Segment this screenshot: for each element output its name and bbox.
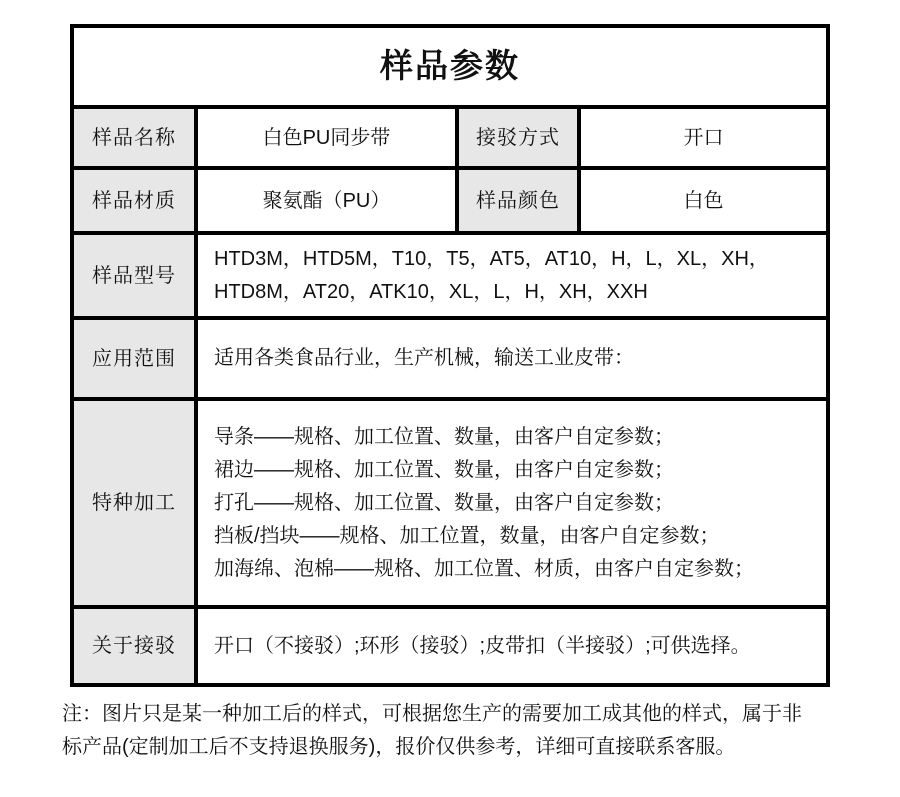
value-about-connection	[198, 609, 826, 683]
label-sample-material: 样品材质	[74, 170, 194, 231]
model-line: HTD8M，AT20，ATK10，XL，L，H，XH，XXH	[214, 280, 648, 303]
label-sample-color: 样品颜色	[459, 170, 577, 231]
application-line: 适用各类食品行业，生产机械，输送工业皮带：	[214, 347, 634, 369]
label-special-processing: 特种加工	[74, 401, 194, 605]
special-processing-line: 打孔——规格、加工位置、数量，由客户自定参数；	[214, 491, 674, 514]
label-sample-name: 样品名称	[74, 109, 194, 166]
special-processing-line: 裙边——规格、加工位置、数量，由客户自定参数；	[214, 458, 674, 481]
value-sample-model	[198, 235, 826, 316]
label-connection-method: 接驳方式	[459, 109, 577, 166]
model-line: HTD3M，HTD5M，T10，T5，AT5，AT10，H，L，XL，XH，	[214, 247, 769, 270]
sample-parameters-table	[70, 24, 830, 687]
label-application-range: 应用范围	[74, 320, 194, 397]
about-connection-line: 开口（不接驳）;环形（接驳）;皮带扣（半接驳）;可供选择。	[214, 634, 751, 657]
value-special-processing	[198, 401, 826, 605]
label-sample-model: 样品型号	[74, 235, 194, 316]
special-processing-line: 加海绵、泡棉——规格、加工位置、材质，由客户自定参数；	[214, 557, 754, 580]
special-processing-line: 挡板/挡块——规格、加工位置，数量，由客户自定参数；	[214, 524, 720, 547]
value-sample-name: 白色PU同步带	[198, 109, 455, 166]
label-about-connection: 关于接驳	[74, 609, 194, 683]
value-application-range	[198, 320, 826, 397]
value-connection-method: 开口	[581, 109, 826, 166]
value-sample-color: 白色	[581, 170, 826, 231]
table-title: 样品参数	[74, 28, 826, 105]
special-processing-line: 导条——规格、加工位置、数量，由客户自定参数；	[214, 425, 674, 448]
footnote: 注：图片只是某一种加工后的样式，可根据您生产的需要加工成其他的样式，属于非标产品(定制加工后不支持退换服务)，报价仅供参考，详细可直接联系客服。	[62, 703, 802, 758]
value-sample-material: 聚氨酯（PU）	[198, 170, 455, 231]
